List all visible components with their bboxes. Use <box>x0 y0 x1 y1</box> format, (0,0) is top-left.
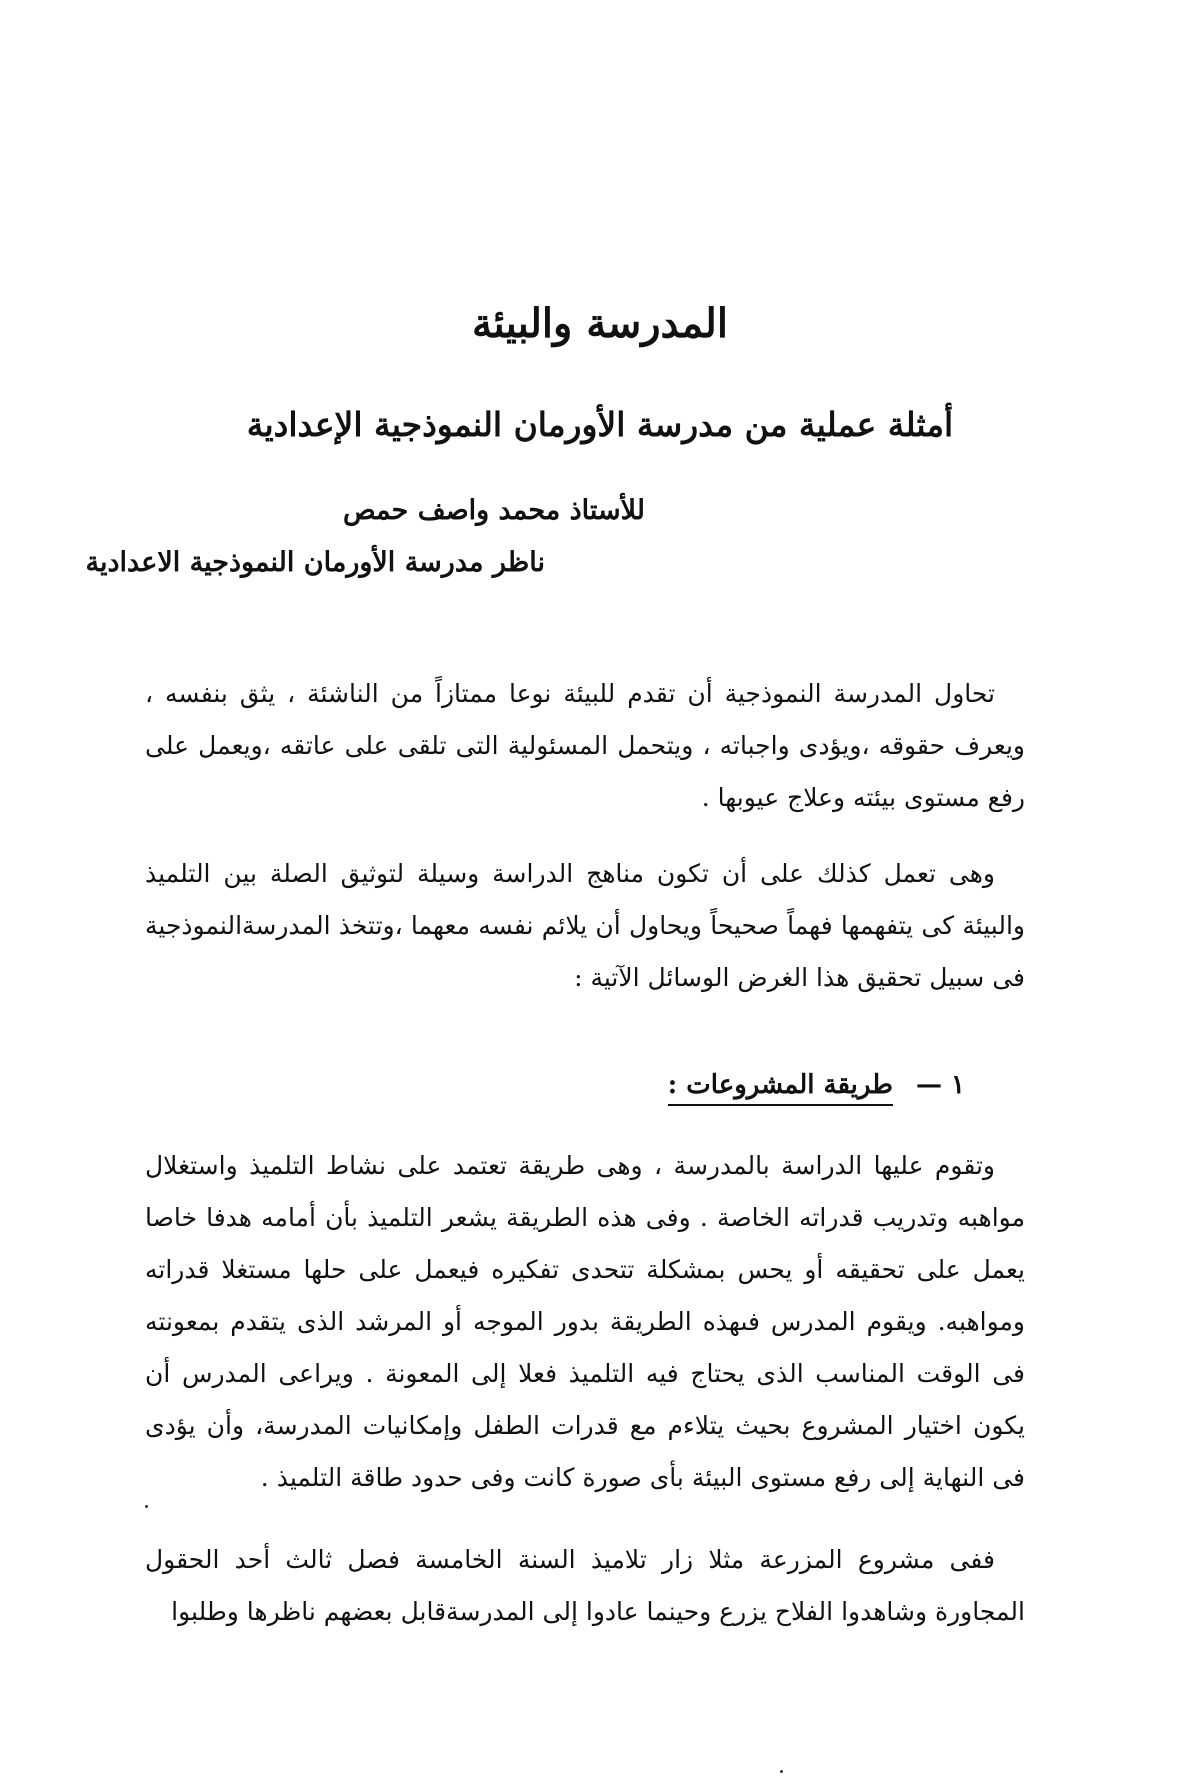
paragraph-projects: وتقوم عليها الدراسة بالمدرسة ، وهى طريقة تعتمد على نشاط التلميذ واستغلال مواهبه وتدريب قدراته الخاصة . وفى هذه الطريقة يشعر التلميذ بأن أمامه هدفا خاصا يعمل على تحقيقه أو يحس بمشكلة تتحدى تفكيره فيعمل على حلها مستغلا قدراته ومواهبه. ويقوم المدرس فىهذه الطريقة بدور الموجه أو المرشد الذى يتقدم بمعونته فى الوقت المناسب الذى يحتاج فيه التلميذ فعلا إلى المعونة . ويراعى المدرس أن يكون اختيار المشروع بحيث يتلاءم مع قدرات الطفل وإمكانيات المدرسة، وأن يؤدى فى النهاية إلى رفع مستوى البيئة بأى صورة كانت وفى حدود طاقة التلميذ . <box>145 1151 1025 1492</box>
scan-speck <box>780 1770 783 1773</box>
scan-speck <box>145 1505 148 1508</box>
author-name: للأستاذ محمد واصف حمص <box>342 495 645 526</box>
paragraph-intro: تحاول المدرسة النموذجية أن تقدم للبيئة نوعا ممتازاً من الناشئة ، يثق بنفسه ، ويعرف حقوقه ،ويؤدى واجباته ، ويتحمل المسئولية التى تلقى على عاتقه ،ويعمل على رفع مستوى بيئته وعلاج عيوبها . <box>145 679 1025 812</box>
paragraph-farm-project: ففى مشروع المزرعة مثلا زار تلاميذ السنة الخامسة فصل ثالث أحد الحقول المجاورة وشاهدوا الفلاح يزرع وحينما عادوا إلى المدرسةقابل بعضهم ناظرها وطلبوا <box>145 1545 1025 1626</box>
page-title: المدرسة والبيئة <box>472 300 728 347</box>
paragraph-methods: وهى تعمل كذلك على أن تكون مناهج الدراسة وسيلة لتوثيق الصلة بين التلميذ والبيئة كى يتفهمها فهماً صحيحاً ويحاول أن يلائم نفسه معهما ،وتتخذ المدرسةالنموذجية فى سبيل تحقيق هذا الغرض الوسائل الآتية : <box>145 859 1025 992</box>
section-label: طريقة المشروعات : <box>668 1070 893 1106</box>
author-block <box>85 485 645 589</box>
section-number: ١ — <box>915 1070 965 1100</box>
section-heading <box>668 1070 965 1100</box>
author-position: ناظر مدرسة الأورمان النموذجية الاعدادية <box>85 547 545 578</box>
page-subtitle: أمثلة عملية من مدرسة الأورمان النموذجية الإعدادية <box>246 405 954 444</box>
